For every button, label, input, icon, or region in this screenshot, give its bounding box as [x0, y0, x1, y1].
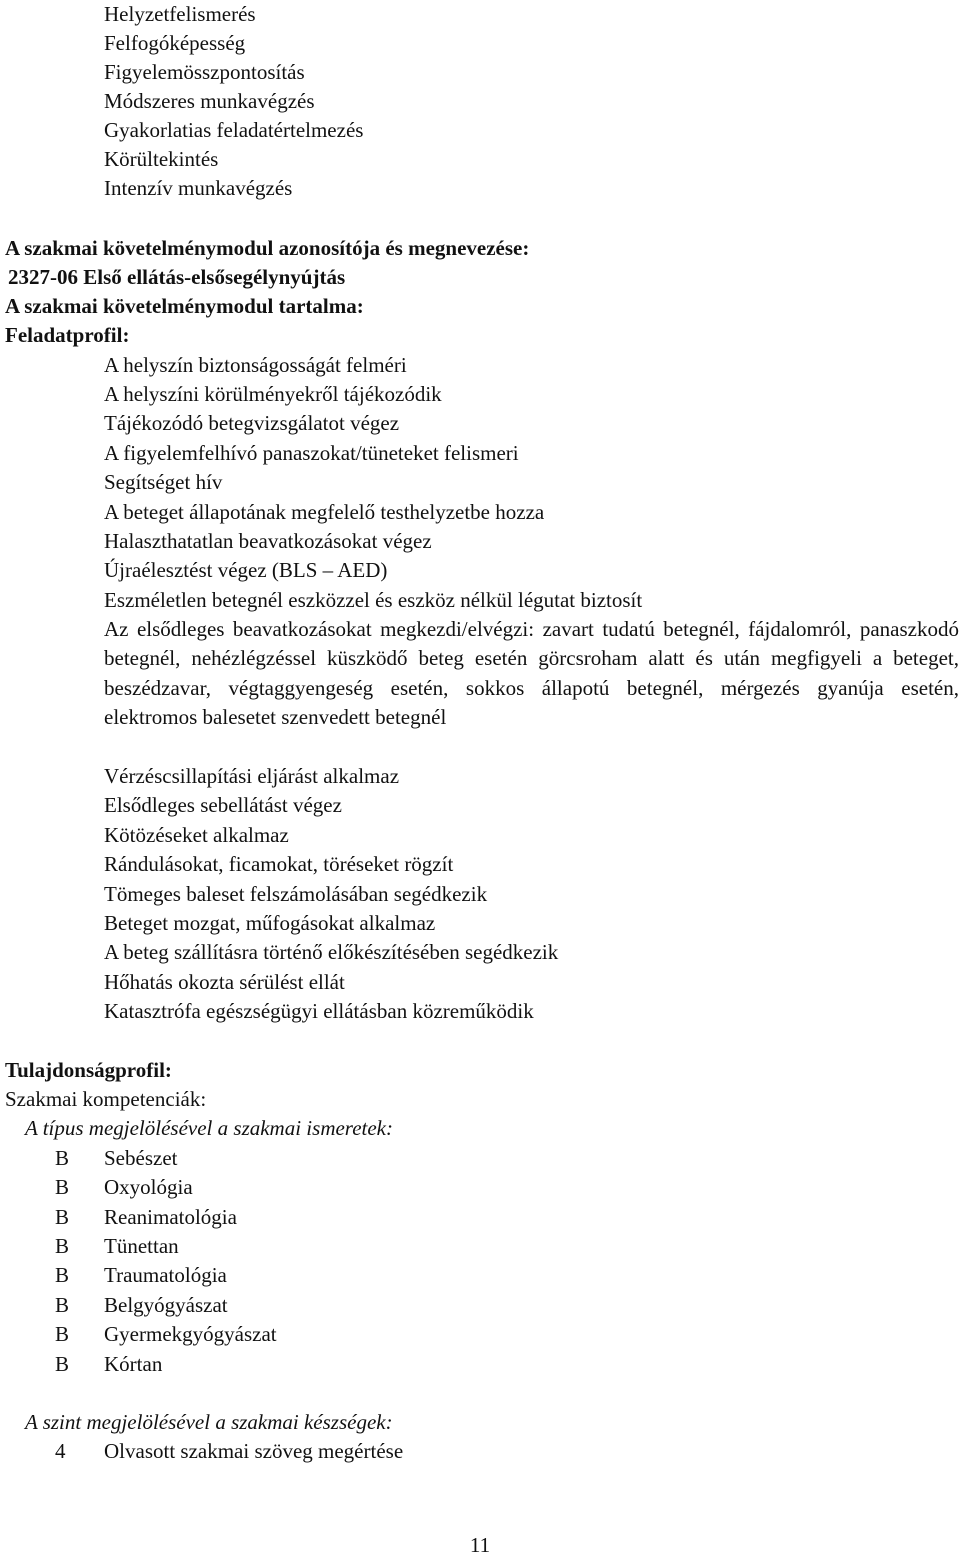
knowledge-label: Oxyológia [104, 1175, 193, 1199]
task-item: A helyszíni körülményekről tájékozódik [104, 382, 442, 406]
list-item: Intenzív munkavégzés [104, 176, 293, 200]
task-item: A helyszín biztonságosságát felméri [104, 353, 407, 377]
task-item: A figyelemfelhívó panaszokat/tüneteket felismeri [104, 441, 519, 465]
knowledge-code: B [55, 1175, 70, 1199]
task-item: Beteget mozgat, műfogásokat alkalmaz [104, 911, 436, 935]
knowledge-label: Tünettan [104, 1234, 179, 1258]
skills-heading: A szint megjelölésével a szakmai készségek: [25, 1410, 393, 1434]
task-item: Segítséget hív [104, 470, 223, 494]
list-item: Körültekintés [104, 147, 219, 171]
skill-label: Olvasott szakmai szöveg megértése [104, 1439, 404, 1463]
page-number: 11 [469, 1533, 491, 1557]
property-profile-heading: Tulajdonságprofil: [5, 1058, 172, 1082]
knowledge-label: Reanimatológia [104, 1205, 237, 1229]
list-item: Felfogóképesség [104, 31, 246, 55]
list-item: Helyzetfelismerés [104, 2, 256, 26]
task-item: Elsődleges sebellátást végez [104, 793, 342, 817]
knowledge-code: B [55, 1146, 70, 1170]
knowledge-code: B [55, 1263, 70, 1287]
competencies-heading: Szakmai kompetenciák: [5, 1087, 207, 1111]
task-item: Katasztrófa egészségügyi ellátásban közreműködik [104, 999, 534, 1023]
task-item: Tömeges baleset felszámolásában segédkezik [104, 882, 488, 906]
module-id-heading: A szakmai követelménymodul azonosítója és megnevezése: [5, 236, 530, 260]
knowledge-label: Belgyógyászat [104, 1293, 228, 1317]
task-item: A beteget állapotának megfelelő testhelyzetbe hozza [104, 500, 545, 524]
knowledge-code: B [55, 1322, 70, 1346]
knowledge-label: Gyermekgyógyászat [104, 1322, 277, 1346]
knowledge-code: B [55, 1352, 70, 1376]
task-profile-heading: Feladatprofil: [5, 323, 130, 347]
task-item: Eszméletlen betegnél eszközzel és eszköz nélkül légutat biztosít [104, 588, 643, 612]
task-item: Újraélesztést végez (BLS – AED) [104, 558, 388, 582]
task-item: Halaszthatatlan beavatkozásokat végez [104, 529, 432, 553]
skill-code: 4 [55, 1439, 66, 1463]
knowledge-label: Traumatológia [104, 1263, 227, 1287]
task-item: Hőhatás okozta sérülést ellát [104, 970, 345, 994]
module-content-heading: A szakmai követelménymodul tartalma: [5, 294, 364, 318]
knowledge-heading: A típus megjelölésével a szakmai ismeretek: [25, 1116, 393, 1140]
task-item: Vérzéscsillapítási eljárást alkalmaz [104, 764, 400, 788]
list-item: Figyelemösszpontosítás [104, 60, 305, 84]
knowledge-code: B [55, 1234, 70, 1258]
list-item: Módszeres munkavégzés [104, 89, 315, 113]
knowledge-code: B [55, 1293, 70, 1317]
task-paragraph: Az elsődleges beavatkozásokat megkezdi/elvégzi: zavart tudatú betegnél, fájdalomról, panaszkodó betegnél, nehézlégzéssel küszködő beteg esetén görcsroham alatt és után megfigyeli a beteget, beszédzavar, végtaggyengeség esetén, sokkos állapotú betegnél, mérgezés gyanúja esetén, elektromos balesetet szenvedett betegnél [104, 617, 959, 730]
knowledge-label: Kórtan [104, 1352, 163, 1376]
knowledge-label: Sebészet [104, 1146, 178, 1170]
module-id-value: 2327-06 Első ellátás-elsősegélynyújtás [8, 265, 346, 289]
task-item: Tájékozódó betegvizsgálatot végez [104, 411, 400, 435]
task-item: A beteg szállításra történő előkészítésében segédkezik [104, 940, 559, 964]
task-item: Kötözéseket alkalmaz [104, 823, 289, 847]
knowledge-code: B [55, 1205, 70, 1229]
list-item: Gyakorlatias feladatértelmezés [104, 118, 364, 142]
task-item: Rándulásokat, ficamokat, töréseket rögzít [104, 852, 454, 876]
